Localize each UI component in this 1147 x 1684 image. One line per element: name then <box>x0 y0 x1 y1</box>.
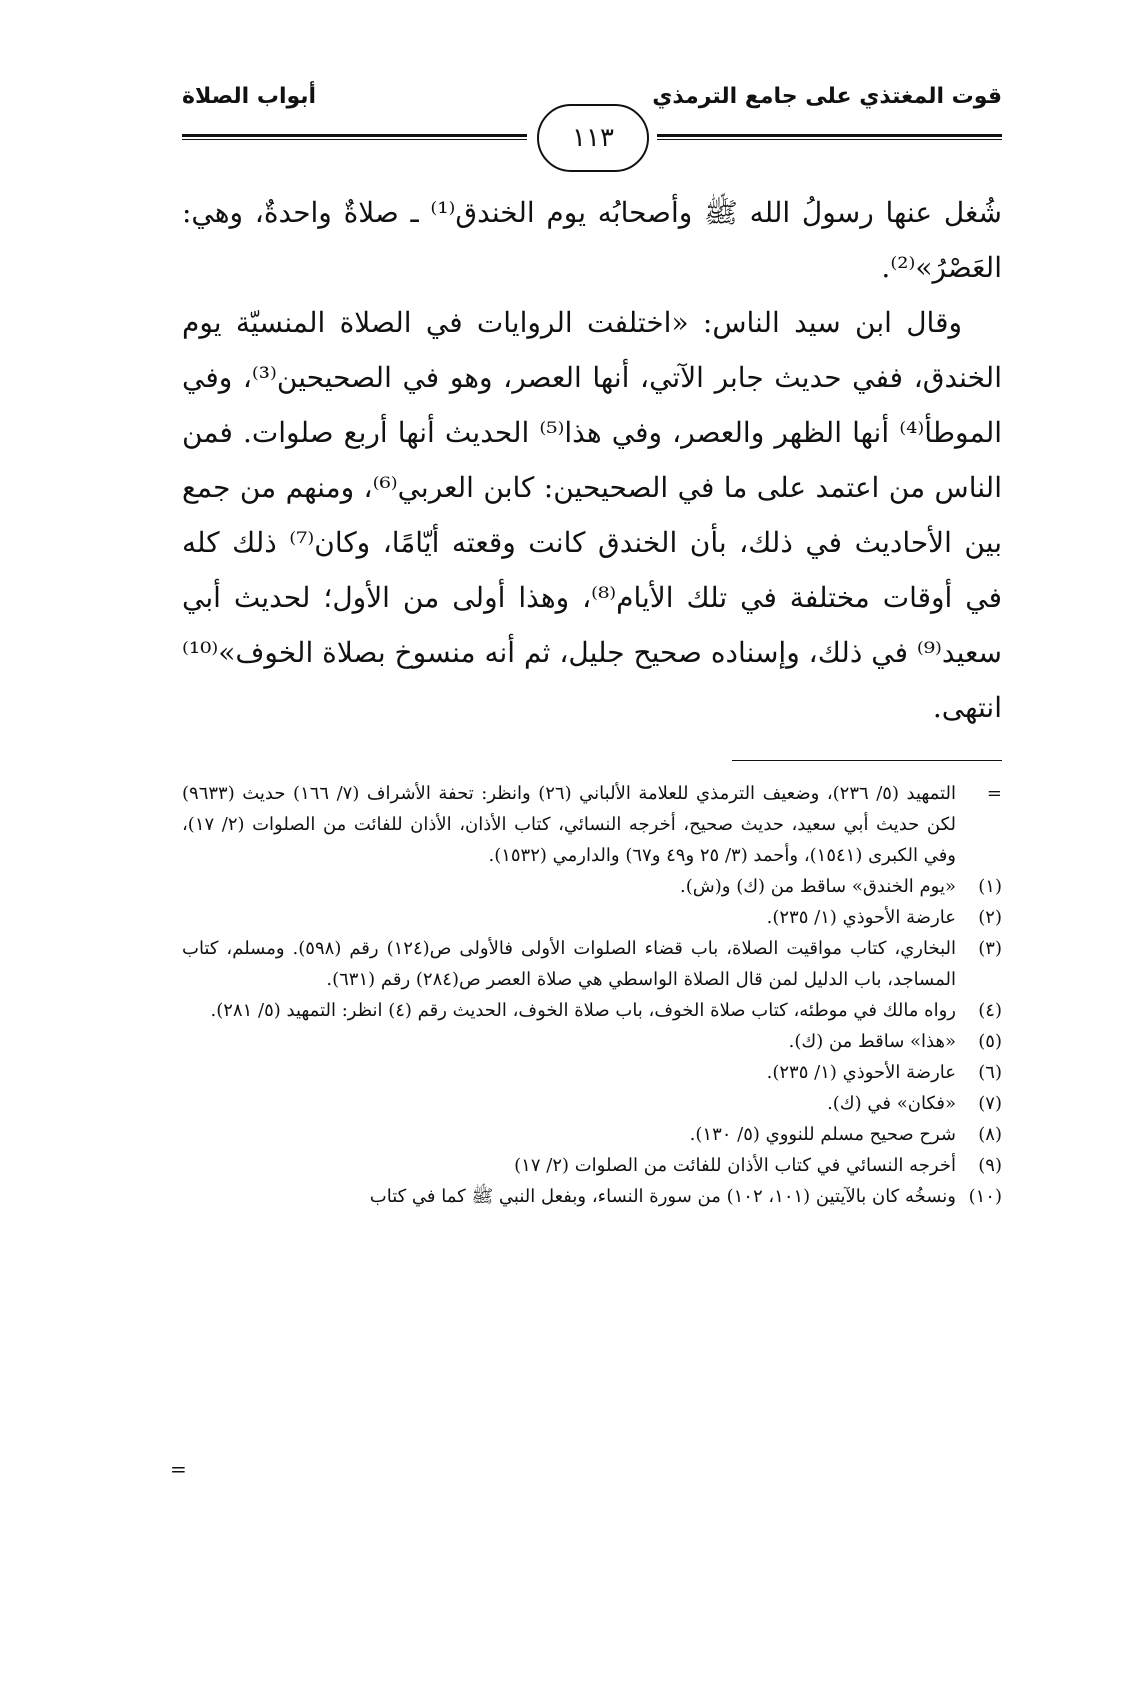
footnote <box>182 1181 1002 1212</box>
chapter-title: أبواب الصلاة <box>182 84 317 109</box>
footnote-number: (٦) <box>978 1062 1002 1083</box>
book-title: قوت المغتذي على جامع الترمذي <box>652 84 1002 109</box>
footnote-text: «فكان» في (ك). <box>827 1093 956 1114</box>
footnote <box>182 871 1002 902</box>
footnote-text: «يوم الخندق» ساقط من (ك) و(ش). <box>680 876 956 897</box>
main-text <box>182 185 1002 735</box>
footnote <box>182 1088 1002 1119</box>
footnote-text: شرح صحيح مسلم للنووي (٥/ ١٣٠). <box>689 1124 956 1145</box>
footnote <box>182 1150 1002 1181</box>
footnote <box>182 1057 1002 1088</box>
footnote-number: (٢) <box>978 907 1002 928</box>
footnote-number: (٨) <box>978 1124 1002 1145</box>
footnote <box>182 902 1002 933</box>
footnote-text: عارضة الأحوذي (١/ ٢٣٥). <box>766 907 956 928</box>
footnote-number: (١) <box>978 876 1002 897</box>
footnote <box>182 995 1002 1026</box>
footnote-number: = <box>986 783 1002 804</box>
footnote-number: (٥) <box>978 1031 1002 1052</box>
paragraph: شُغل عنها رسولُ الله ﷺ وأصحابُه يوم الخندق⁽¹⁾ ـ صلاةٌ واحدةٌ، وهي: العَصْرُ»⁽²⁾. <box>182 196 1002 284</box>
page-number: ١١٣ <box>537 104 649 172</box>
footnote-number: (٣) <box>978 938 1002 959</box>
footnote-text: التمهيد (٥/ ٢٣٦)، وضعيف الترمذي للعلامة الألباني (٢٦) وانظر: تحفة الأشراف (٧/ ١٦٦) حديث (٩٦٣٣) لكن حديث أبي سعيد، حديث صحيح، أخرجه النسائي، كتاب الأذان، الأذان للفائت من الصلوات (٢/ ١٧)، وفي الكبرى (١٥٤١)، وأحمد (٣/ ٢٥ و٤٩ و٦٧) والدارمي (١٥٣٢). <box>182 783 956 866</box>
header-rule <box>182 118 1002 178</box>
footnote-number: (١٠) <box>968 1186 1002 1207</box>
header-rule-left <box>182 134 527 140</box>
paragraph: وقال ابن سيد الناس: «اختلفت الروايات في الصلاة المنسيّة يوم الخندق، ففي حديث جابر الآتي، أنها العصر، وهو في الصحيحين⁽³⁾، وفي الموطأ⁽⁴⁾ أنها الظهر والعصر، وفي هذا⁽⁵⁾ الحديث أنها أربع صلوات. فمن الناس من اعتمد على ما في الصحيحين: كابن العربي⁽⁶⁾، ومنهم من جمع بين الأحاديث في ذلك، بأن الخندق كانت وقعته أيّامًا، وكان⁽⁷⁾ ذلك كله في أوقات مختلفة في تلك الأيام⁽⁸⁾، وهذا أولى من الأول؛ لحديث أبي سعيد⁽⁹⁾ في ذلك، وإسناده صحيح جليل، ثم أنه منسوخ بصلاة الخوف»⁽¹⁰⁾ انتهى. <box>182 306 1003 724</box>
footnote-text: رواه مالك في موطئه، كتاب صلاة الخوف، باب صلاة الخوف، الحديث رقم (٤) انظر: التمهيد (٥/ ٢٨١). <box>210 1000 956 1021</box>
footnote <box>182 778 1002 871</box>
footnotes <box>182 778 1002 1212</box>
footnote-number: (٤) <box>978 1000 1002 1021</box>
footnote-text: «هذا» ساقط من (ك). <box>788 1031 956 1052</box>
continuation-mark: = <box>170 1457 187 1481</box>
footnote-text: البخاري، كتاب مواقيت الصلاة، باب قضاء الصلوات الأولى فالأولى ص(١٢٤) رقم (٥٩٨). ومسلم، كتاب المساجد، باب الدليل لمن قال الصلاة الواسطي هي صلاة العصر ص(٢٨٤) رقم (٦٣١). <box>182 938 956 990</box>
footnote-number: (٩) <box>978 1155 1002 1176</box>
footnote-text: ونسخُه كان بالآيتين (١٠١، ١٠٢) من سورة النساء، وبفعل النبي ﷺ كما في كتاب <box>369 1186 956 1207</box>
footnote <box>182 1119 1002 1150</box>
footnote-number: (٧) <box>978 1093 1002 1114</box>
footnote-separator <box>732 760 1002 761</box>
footnote <box>182 933 1002 995</box>
footnote-text: أخرجه النسائي في كتاب الأذان للفائت من الصلوات (٢/ ١٧) <box>514 1155 956 1176</box>
header-rule-right <box>657 134 1002 140</box>
footnote <box>182 1026 1002 1057</box>
footnote-text: عارضة الأحوذي (١/ ٢٣٥). <box>766 1062 956 1083</box>
